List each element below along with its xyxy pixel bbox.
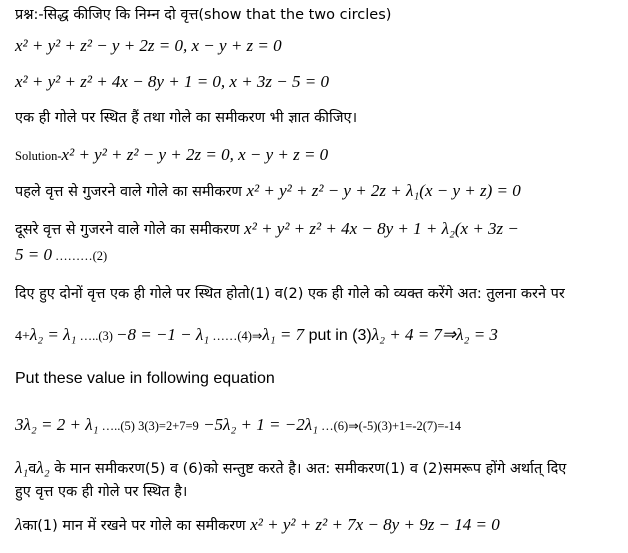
sphere-one-line (15, 181, 521, 201)
solution-line (15, 145, 328, 165)
equation-number-2: ………(2) (51, 249, 108, 263)
conclusion-text: के मान समीकरण(5) व (6)को सन्तुष्ट करते है। अत: समीकरण(1) व (2)समरूप होंगे अर्थात् दिए (49, 461, 567, 477)
eq4-number: ……(4)⇒ (209, 329, 263, 343)
final-answer-line (15, 515, 500, 535)
solution-label: Solution- (15, 149, 62, 163)
eq3-number: …..(3) (76, 329, 117, 343)
eq3-prefix: 4+ (15, 329, 30, 344)
eq6-check: …(6)⇒(-5)(3)+1=-2(7)=-14 (318, 419, 462, 433)
circle-one-equation: x² + y² + z² − y + 2z = 0, x − y + z = 0 (15, 36, 282, 55)
question-heading: प्रश्न:-सिद्ध कीजिए कि निम्न दो वृत्त(show that the two circles) (15, 7, 392, 23)
sphere-one-text: पहले वृत्त से गुजरने वाले गोले का समीकरण (15, 184, 247, 200)
lambda-symbol: λ (15, 515, 23, 534)
question-continuation: एक ही गोले पर स्थित हैं तथा गोले का समीकरण भी ज्ञात कीजिए। (15, 110, 358, 126)
sphere-two-continuation (15, 245, 107, 265)
comparison-equations (15, 325, 498, 345)
comparison-text: दिए हुए दोनों वृत्त एक ही गोले पर स्थित होतो(1) व(2) एक ही गोले को व्यक्त करेंगे अत: तुलना करने पर (15, 286, 565, 302)
put-in-text: put in (3) (304, 327, 372, 344)
circle-two-equation: x² + y² + z² + 4x − 8y + 1 = 0, x + 3z − 5 = 0 (15, 72, 329, 91)
sphere-two-text: दूसरे वृत्त से गुजरने वाले गोले का समीकरण (15, 222, 245, 238)
eq4-body: −8 = −1 − λ₁ (116, 325, 210, 344)
eq3-body: λ₂ = λ₁ (29, 325, 77, 344)
sphere-two-equation: x² + y² + z² + 4x − 8y + 1 + λ₂(x + 3z − (244, 219, 519, 238)
lambda1-value: λ₁ = 7 (262, 325, 305, 344)
put-values-text: Put these value in following equation (15, 370, 275, 387)
sphere-one-equation: x² + y² + z² − y + 2z + λ₁(x − y + z) = 0 (246, 181, 521, 200)
eq5-body: 3λ₂ = 2 + λ₁ (15, 415, 99, 434)
final-answer-text: का(1) मान में रखने पर गोले का समीकरण (22, 518, 251, 534)
sphere-two-equation-end: 5 = 0 (15, 245, 52, 264)
solution-equation: x² + y² + z² − y + 2z = 0, x − y + z = 0 (61, 145, 329, 164)
lambda2-symbol: λ₂ (36, 458, 50, 477)
conclusion-continuation: हुए वृत्त एक ही गोले पर स्थित है। (15, 484, 188, 500)
eq5-check: …..(5) 3(3)=2+7=9 (98, 419, 199, 433)
conjunction: व (28, 461, 37, 477)
final-sphere-equation: x² + y² + z² + 7x − 8y + 9z − 14 = 0 (250, 515, 500, 534)
conclusion-line (15, 458, 566, 478)
eq6-body: −5λ₂ + 1 = −2λ₁ (198, 415, 318, 434)
lambda1-symbol: λ₁ (15, 458, 29, 477)
verification-equations (15, 415, 461, 435)
sphere-two-line (15, 219, 519, 239)
lambda2-value: λ₂ + 4 = 7⇒λ₂ = 3 (371, 325, 498, 344)
